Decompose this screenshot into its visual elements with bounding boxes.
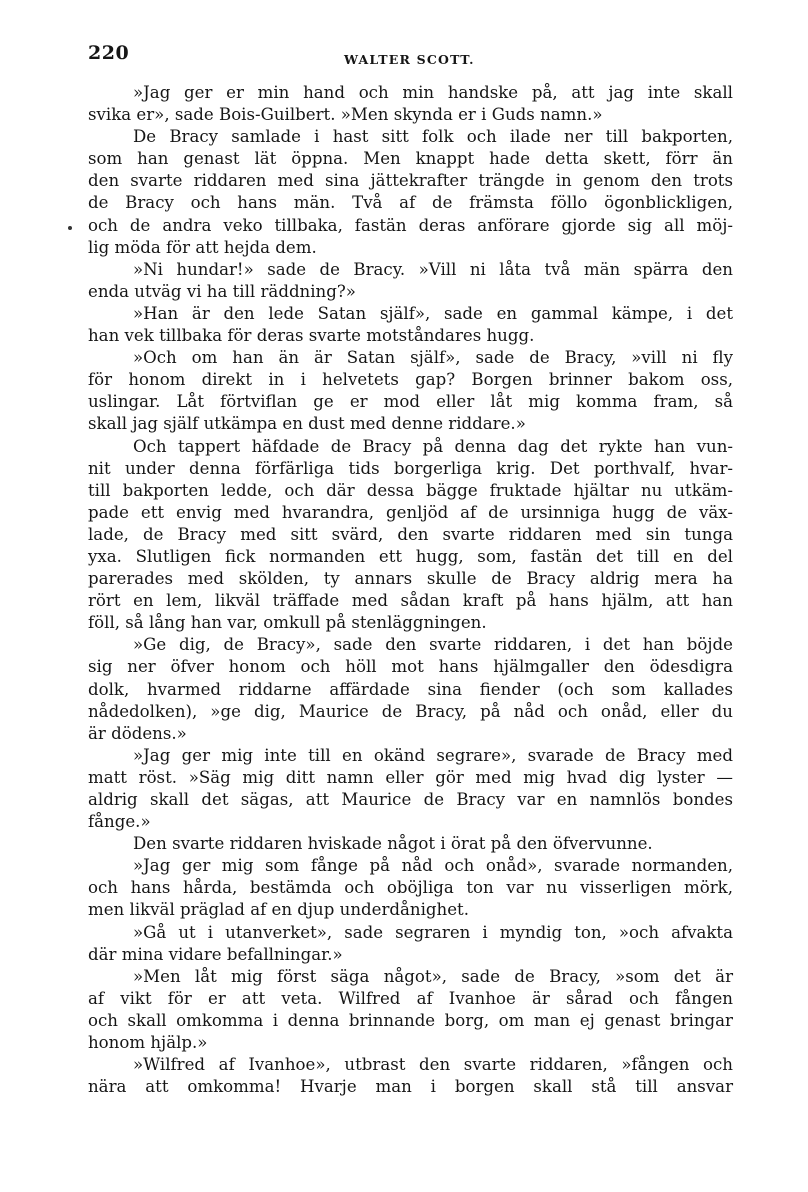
page-number: 220: [88, 42, 130, 64]
text-line: där mina vidare befallningar.»: [88, 944, 343, 964]
text-line: lig möda för att hejda dem.: [88, 237, 317, 257]
text-line: han vek tillbaka för deras svarte motståndares hugg.: [88, 326, 535, 346]
text-line: »Wilfred af Ivanhoe», utbrast den svarte riddaren, »fången och: [133, 1055, 733, 1075]
text-line: som han genast lät öppna. Men knappt hade detta skett, förr än: [88, 149, 733, 169]
text-line: Den svarte riddaren hviskade något i örat på den öfvervunne.: [133, 834, 653, 854]
text-line: »Ni hundar!» sade de Bracy. »Vill ni låta två män spärra den: [133, 259, 733, 279]
text-line: »Och om han än är Satan själf», sade de Bracy, »vill ni fly: [133, 348, 733, 368]
text-line: matt röst. »Säg mig ditt namn eller gör med mig hvad dig lyster —: [88, 767, 733, 787]
running-head: WALTER SCOTT.: [344, 52, 475, 67]
text-line: Och tappert häfdade de Bracy på denna dag det rykte han vun-: [133, 436, 733, 456]
text-line: »Gå ut i utanverket», sade segraren i myndig ton, »och afvakta: [133, 922, 733, 942]
text-line: nådedolken), »ge dig, Maurice de Bracy, på nåd och onåd, eller du: [88, 701, 733, 721]
text-line: »Jag ger mig som fånge på nåd och onåd», svarade normanden,: [133, 856, 733, 876]
text-line: yxa. Slutligen fick normanden ett hugg, som, fastän det till en del: [88, 546, 733, 566]
text-line: parerades med skölden, ty annars skulle de Bracy aldrig mera ha: [88, 569, 733, 589]
margin-mark: [68, 226, 72, 230]
text-line: nit under denna förfärliga tids borgerliga krig. Det porthvalf, hvar-: [88, 458, 733, 478]
text-line: är dödens.»: [88, 723, 187, 743]
text-line: »Ge dig, de Bracy», sade den svarte riddaren, i det han böjde: [133, 635, 733, 655]
text-line: den svarte riddaren med sina jättekrafter trängde in genom den trots: [88, 171, 733, 191]
text-line: till bakporten ledde, och där dessa bägge fruktade hjältar nu utkäm-: [88, 480, 733, 500]
text-line: men likväl präglad af en djup underdånighet.: [88, 900, 469, 920]
text-line: enda utväg vi ha till räddning?»: [88, 281, 356, 301]
text-line: honom hjälp.»: [88, 1033, 208, 1053]
text-line: »Jag ger mig inte till en okänd segrare», svarade de Bracy med: [133, 745, 733, 765]
text-line: nära att omkomma! Hvarje man i borgen skall stå till ansvar: [88, 1077, 733, 1097]
text-line: svika er», sade Bois-Guilbert. »Men skynda er i Guds namn.»: [88, 105, 603, 125]
text-line: för honom direkt in i helvetets gap? Borgen brinner bakom oss,: [88, 370, 733, 390]
text-line: lade, de Bracy med sitt svärd, den svarte riddaren med sin tunga: [88, 524, 733, 544]
text-line: De Bracy samlade i hast sitt folk och ilade ner till bakporten,: [133, 127, 733, 147]
text-line: af vikt för er att veta. Wilfred af Ivanhoe är sårad och fången: [88, 988, 733, 1008]
text-line: »Han är den lede Satan själf», sade en gammal kämpe, i det: [133, 303, 733, 323]
text-line: rört en lem, likväl träffade med sådan kraft på hans hjälm, att han: [88, 591, 733, 611]
text-line: de Bracy och hans män. Två af de främsta föllo ögonblickligen,: [88, 193, 733, 213]
text-line: uslingar. Låt förtviflan ge er mod eller låt mig komma fram, så: [88, 392, 733, 412]
body-text: [88, 82, 733, 1098]
text-line: och hans hårda, bestämda och oböjliga ton var nu visserligen mörk,: [88, 878, 733, 898]
text-line: och de andra veko tillbaka, fastän deras anförare gjorde sig all möj-: [88, 215, 733, 235]
text-line: pade ett envig med hvarandra, genljöd af de ursinniga hugg de väx-: [88, 502, 733, 522]
text-line: skall jag själf utkämpa en dust med denne riddare.»: [88, 414, 526, 434]
text-line: sig ner öfver honom och höll mot hans hjälmgaller den ödesdigra: [88, 657, 733, 677]
text-line: fånge.»: [88, 812, 151, 832]
text-line: aldrig skall det sägas, att Maurice de Bracy var en namnlös bondes: [88, 790, 733, 809]
text-line: föll, så lång han var, omkull på stenläggningen.: [88, 613, 487, 633]
text-line: »Jag ger er min hand och min handske på, att jag inte skall: [133, 83, 733, 102]
text-line: »Men låt mig först säga något», sade de Bracy, »som det är: [133, 966, 733, 986]
text-line: och skall omkomma i denna brinnande borg, om man ej genast bringar: [88, 1010, 733, 1030]
text-line: dolk, hvarmed riddarne affärdade sina fiender (och som kallades: [88, 679, 733, 699]
